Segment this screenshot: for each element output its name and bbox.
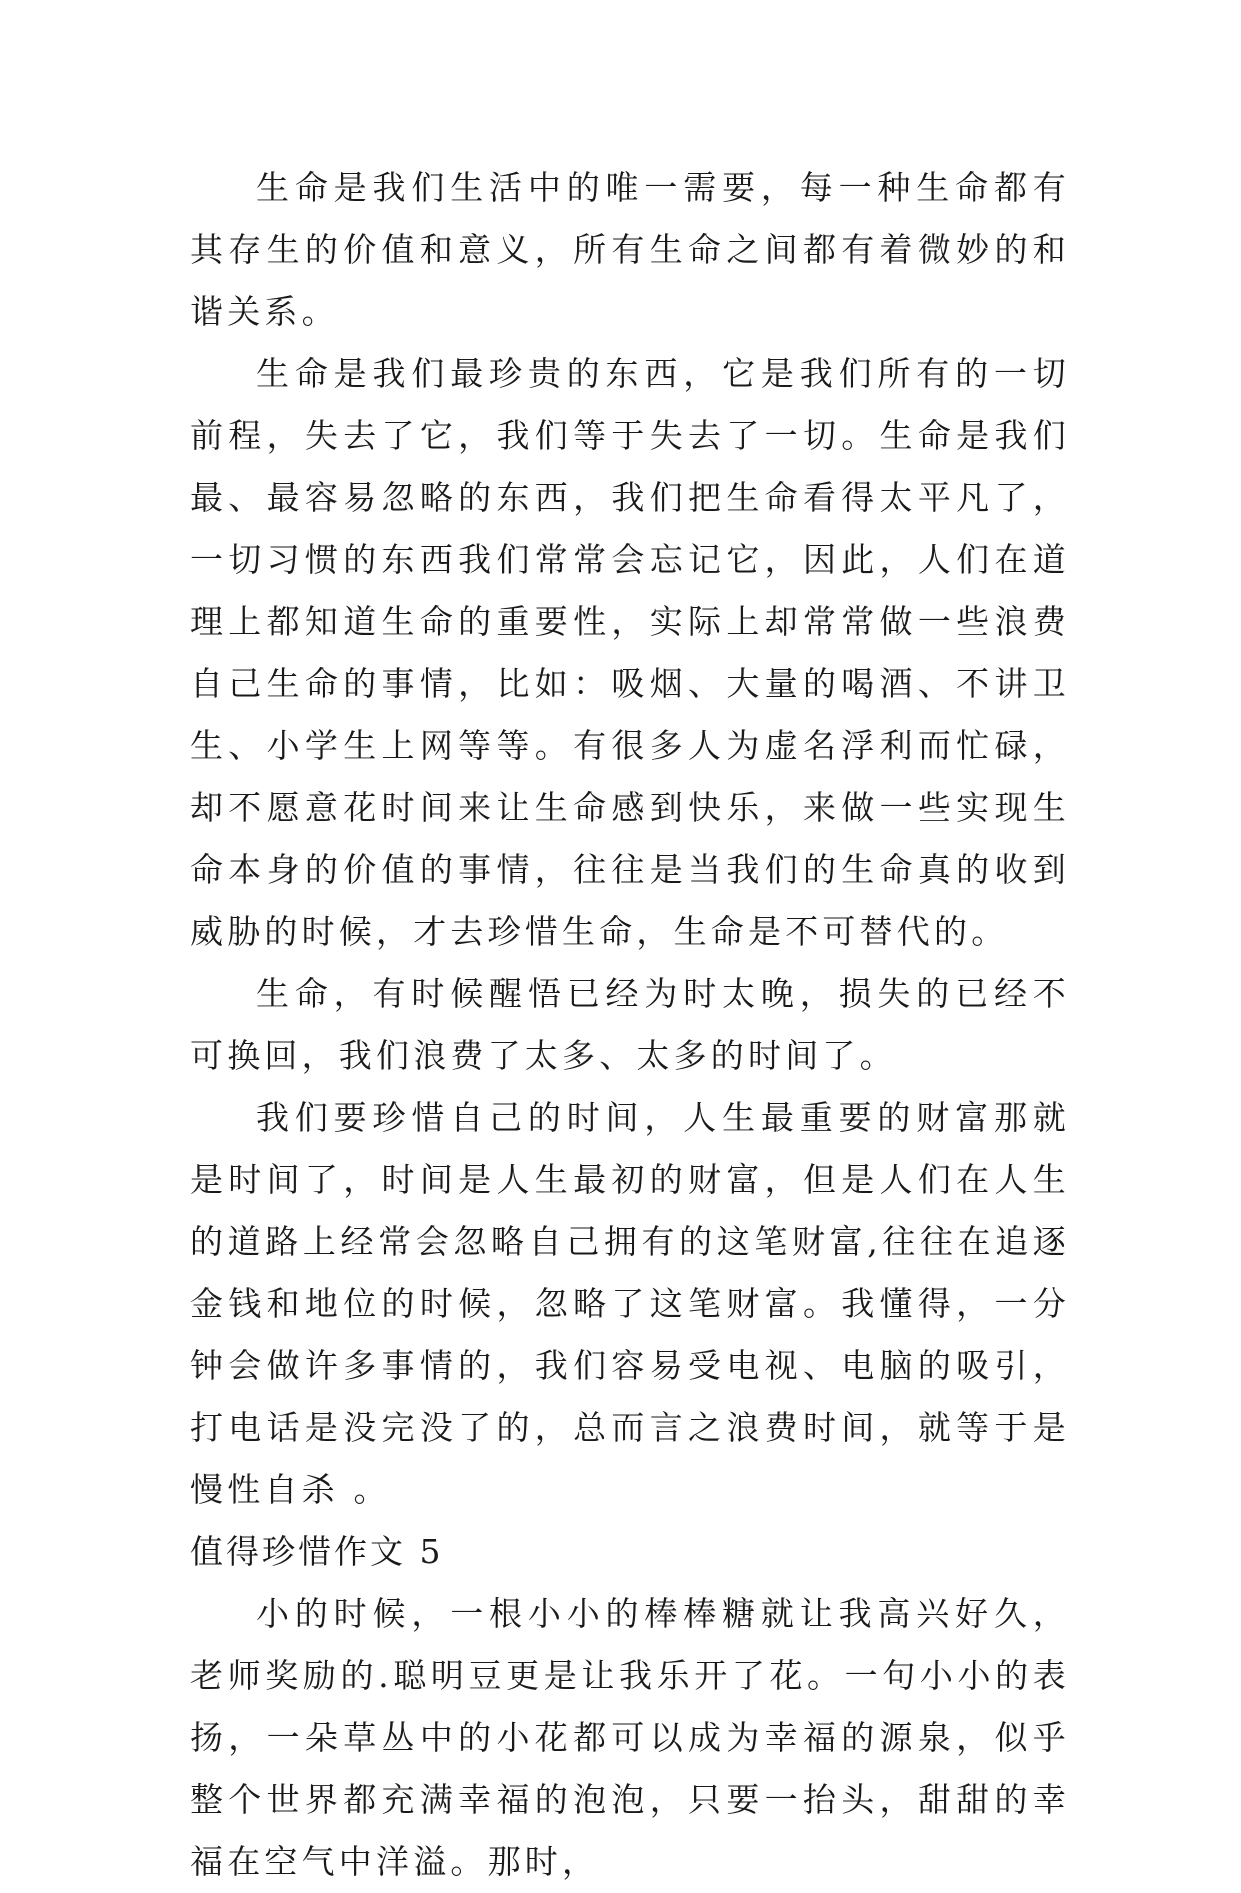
paragraph: 小的时候，一根小小的棒棒糖就让我高兴好久，老师奖励的.聪明豆更是让我乐开了花。一句小小的表扬，一朵草丛中的小花都可以成为幸福的源泉，似乎整个世界都充满幸福的泡泡，只要一抬头，甜甜的幸福在空气中洋溢。那时， [190,1594,1070,1881]
paragraph: 生命是我们最珍贵的东西，它是我们所有的一切前程，失去了它，我们等于失去了一切。生命是我们最、最容易忽略的东西，我们把生命看得太平凡了，一切习惯的东西我们常常会忘记它，因此，人们在道理上都知道生命的重要性，实际上却常常做一些浪费自己生命的事情，比如：吸烟、大量的喝酒、不讲卫生、小学生上网等等。有很多人为虚名浮利而忙碌，却不愿意花时间来让生命感到快乐，来做一些实现生命本身的价值的事情，往往是当我们的生命真的收到威胁的时候，才去珍惜生命，生命是不可替代的。 [190,354,1070,951]
paragraph: 我们要珍惜自己的时间，人生最重要的财富那就是时间了，时间是人生最初的财富，但是人们在人生的道路上经常会忽略自己拥有的这笔财富,往往在追逐金钱和地位的时候，忽略了这笔财富。我懂得，一分钟会做许多事情的，我们容易受电视、电脑的吸引，打电话是没完没了的，总而言之浪费时间，就等于是慢性自杀 。 [190,1098,1070,1509]
document-body [190,157,1070,1893]
paragraph: 生命是我们生活中的唯一需要，每一种生命都有其存生的价值和意义，所有生命之间都有着微妙的和谐关系。 [190,168,1070,331]
section-heading: 值得珍惜作文 5 [190,1532,444,1571]
paragraph: 生命，有时候醒悟已经为时太晚，损失的已经不可换回，我们浪费了太多、太多的时间了。 [190,974,1070,1075]
